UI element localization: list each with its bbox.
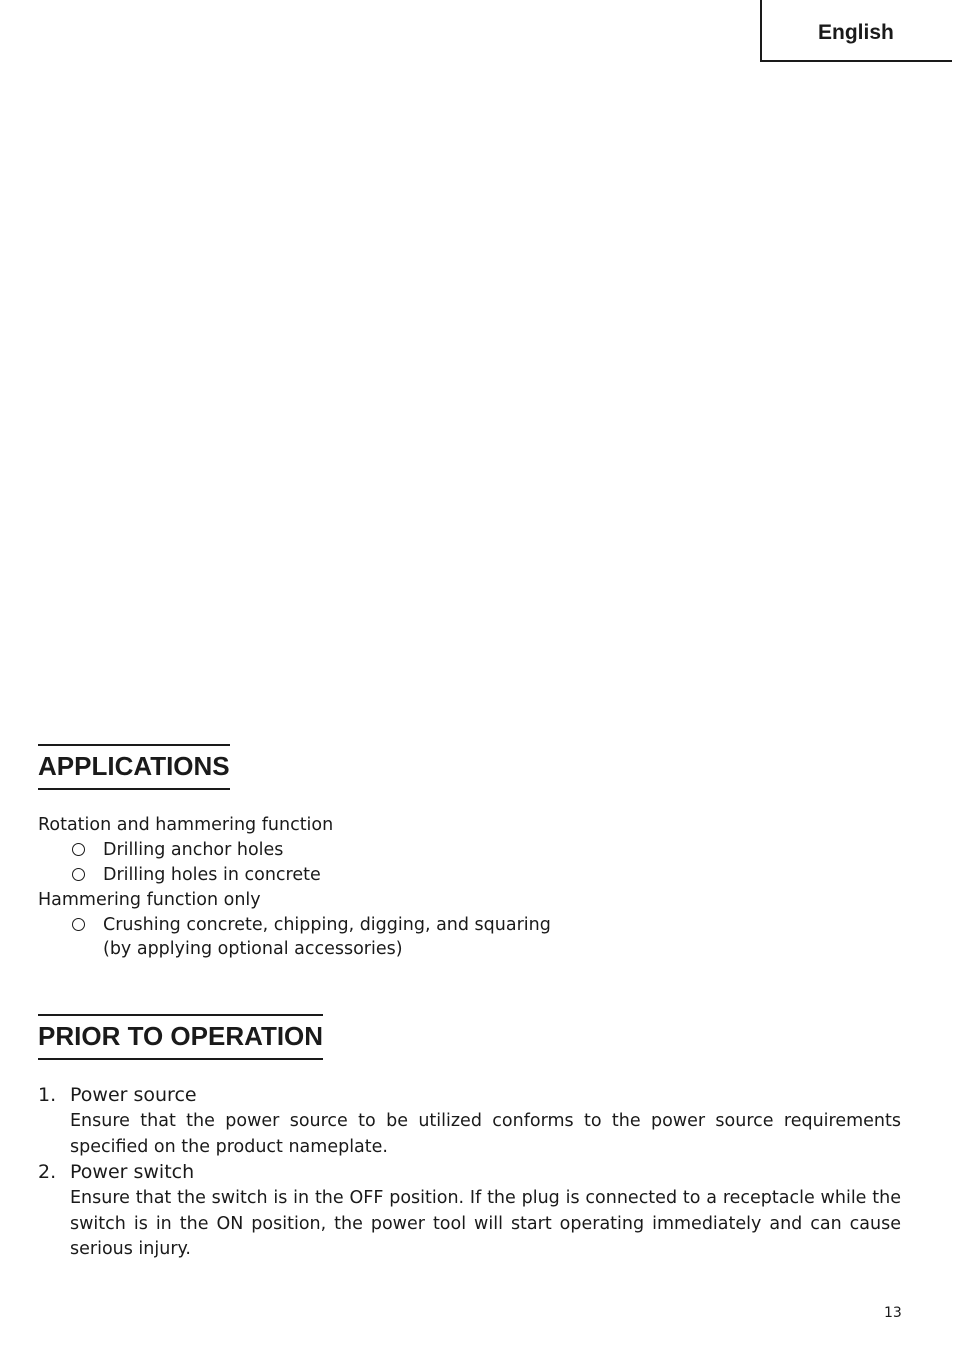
- circle-bullet-icon: [72, 868, 85, 881]
- language-tab: [760, 0, 952, 62]
- power-switch-text: Ensure that the switch is in the OFF position. If the plug is connected to a receptacle while the switch is in the ON position, the power tool will start operating immediately and can cause serious injury.: [70, 1188, 901, 1259]
- applications-group-hammering-only: Hammering function only: [38, 890, 261, 910]
- language-label: English: [818, 21, 894, 44]
- applications-item-anchor-holes: Drilling anchor holes: [103, 840, 284, 860]
- item-number-2: 2.: [38, 1161, 57, 1183]
- applications-item-concrete-holes: Drilling holes in concrete: [103, 865, 321, 885]
- circle-bullet-icon: [72, 843, 85, 856]
- item-number-1: 1.: [38, 1084, 57, 1106]
- applications-group-rotation-hammering: Rotation and hammering function: [38, 815, 334, 835]
- circle-bullet-icon: [72, 918, 85, 931]
- applications-heading: APPLICATIONS: [38, 744, 230, 790]
- applications-item-crushing-note: (by applying optional accessories): [103, 939, 403, 959]
- power-source-text: Ensure that the power source to be utilized conforms to the power source requirements specified on the product nameplate.: [70, 1111, 901, 1157]
- power-source-title: Power source: [70, 1084, 197, 1106]
- page-number: 13: [884, 1305, 902, 1321]
- applications-item-crushing: Crushing concrete, chipping, digging, and squaring: [103, 915, 551, 935]
- prior-to-operation-heading: PRIOR TO OPERATION: [38, 1014, 323, 1060]
- power-switch-title: Power switch: [70, 1161, 195, 1183]
